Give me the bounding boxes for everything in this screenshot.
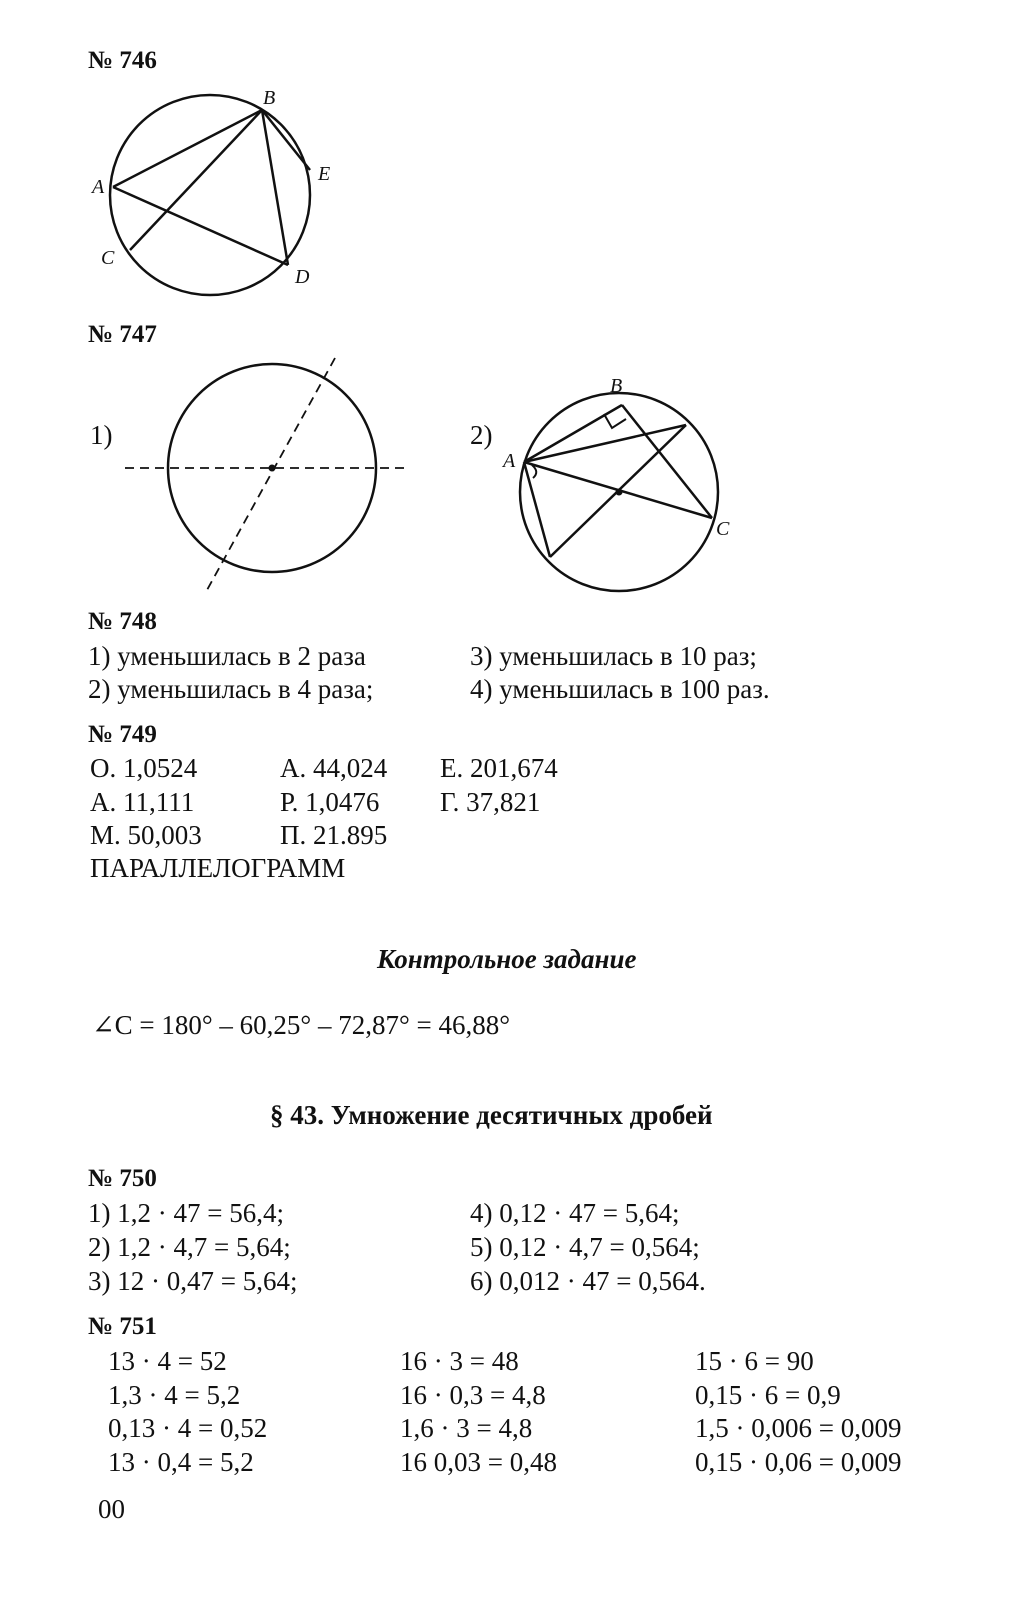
answer-748-2: 2) уменьшилась в 4 раза; [88, 674, 374, 704]
label-b-747: B [610, 375, 623, 397]
label-c-747: C [716, 518, 730, 540]
problem-750-number: № 750 [88, 1165, 157, 1192]
control-task-title: Контрольное задание [377, 944, 637, 974]
cell-749: О. 1,0524 [90, 753, 198, 783]
section-heading: § 43. Умножение десятичных дробей [270, 1100, 713, 1130]
calc-751-col2: 16 · 0,3 = 4,8 [400, 1380, 546, 1410]
cell-749: А. 44,024 [280, 753, 388, 783]
right-angle-mark-b [604, 414, 626, 428]
answer-750-3: 3) 12 · 0,47 = 5,64; [88, 1266, 298, 1296]
segment-a-lower [524, 462, 550, 557]
label-a-747: A [503, 450, 516, 472]
cell-749: А. 11,111 [90, 787, 195, 817]
center-point-2 [616, 489, 623, 496]
answer-750-4: 4) 0,12 · 47 = 5,64; [470, 1198, 680, 1228]
answer-748-3: 3) уменьшилась в 10 раз; [470, 641, 757, 671]
cell-749: Е. 201,674 [440, 753, 558, 783]
calc-751-col3: 1,5 · 0,006 = 0,009 [695, 1413, 902, 1443]
calc-751-col1: 1,3 · 4 = 5,2 [108, 1380, 241, 1410]
answer-750-5: 5) 0,12 · 4,7 = 0,564; [470, 1232, 700, 1262]
calc-751-col1: 13 · 4 = 52 [108, 1346, 227, 1376]
answer-word-749: ПАРАЛЛЕЛОГРАММ [90, 853, 346, 883]
calc-751-col3: 0,15 · 6 = 0,9 [695, 1380, 841, 1410]
part-1-label: 1) [90, 420, 113, 450]
calc-751-col3: 15 · 6 = 90 [695, 1346, 814, 1376]
cell-749: Г. 37,821 [440, 787, 541, 817]
calc-751-col2: 16 · 3 = 48 [400, 1346, 519, 1376]
control-task-formula: ∠C = 180° – 60,25° – 72,87° = 46,88° [92, 1010, 511, 1040]
cell-749: М. 50,003 [90, 820, 202, 850]
segment-bc [622, 405, 712, 518]
right-angle-mark-a [532, 465, 536, 478]
label-a-746: A [92, 176, 105, 198]
label-c-746: C [101, 247, 115, 269]
part-2-label: 2) [470, 420, 493, 450]
answer-748-4: 4) уменьшилась в 100 раз. [470, 674, 770, 704]
problem-746-number: № 746 [88, 47, 157, 74]
answer-750-6: 6) 0,012 · 47 = 0,564. [470, 1266, 706, 1296]
answer-750-2: 2) 1,2 · 4,7 = 5,64; [88, 1232, 291, 1262]
problem-751-number: № 751 [88, 1313, 157, 1340]
cell-749: Р. 1,0476 [280, 787, 380, 817]
problem-748-number: № 748 [88, 608, 157, 635]
calc-751-col1: 13 · 0,4 = 5,2 [108, 1447, 254, 1477]
page-number: 00 [98, 1494, 125, 1524]
cell-749: П. 21.895 [280, 820, 388, 850]
answer-750-1: 1) 1,2 · 47 = 56,4; [88, 1198, 284, 1228]
label-e-746: E [318, 163, 331, 185]
calc-751-col2: 1,6 · 3 = 4,8 [400, 1413, 533, 1443]
answer-748-1: 1) уменьшилась в 2 раза [88, 641, 366, 671]
problem-747-number: № 747 [88, 321, 157, 348]
problem-749-number: № 749 [88, 721, 157, 748]
calc-751-col3: 0,15 · 0,06 = 0,009 [695, 1447, 902, 1477]
label-b-746: B [263, 87, 276, 109]
label-d-746: D [295, 266, 310, 288]
calc-751-col1: 0,13 · 4 = 0,52 [108, 1413, 268, 1443]
calc-751-col2: 16 0,03 = 0,48 [400, 1447, 557, 1477]
